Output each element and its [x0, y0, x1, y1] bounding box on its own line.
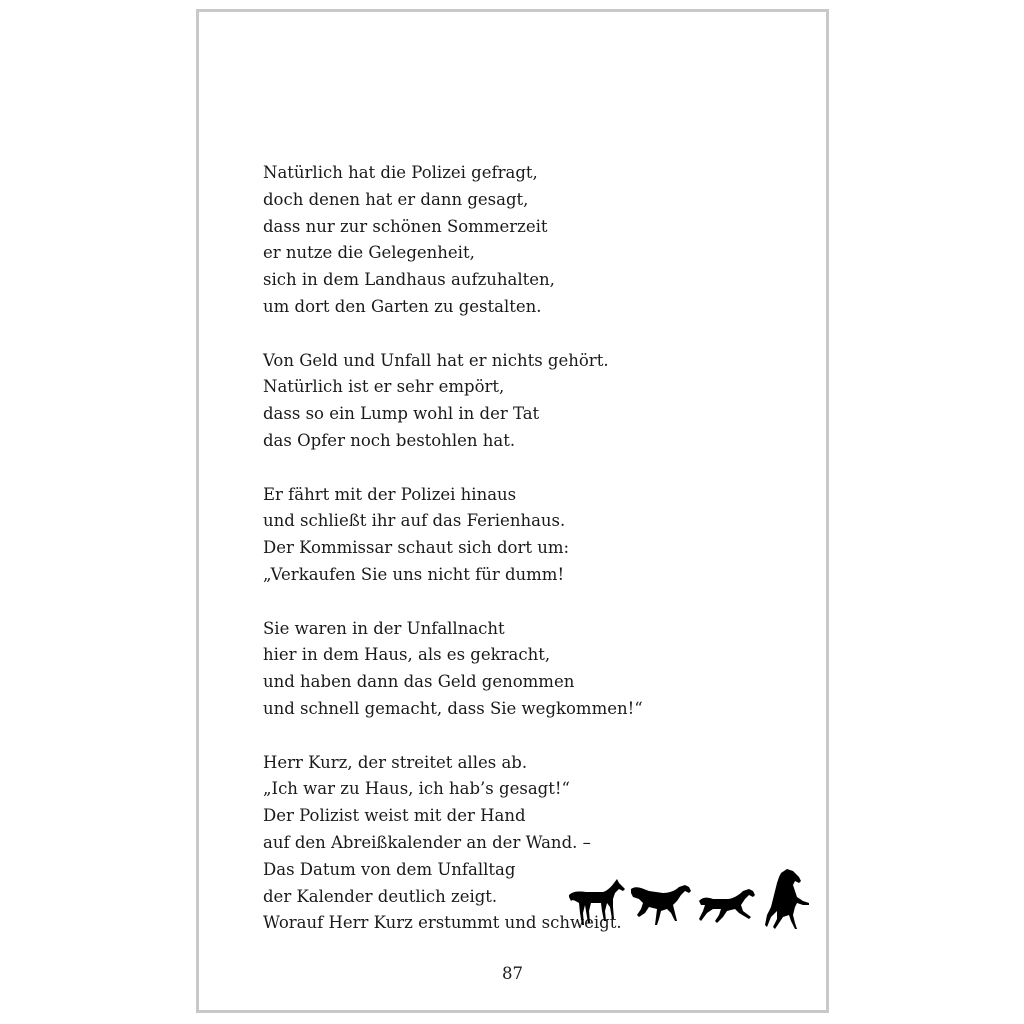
poem-line: Natürlich hat die Polizei gefragt,: [263, 163, 538, 182]
poem-line: um dort den Garten zu gestalten.: [263, 296, 542, 316]
poem-line: Sie waren in der Unfallnacht: [263, 618, 505, 638]
poem-line: sich in dem Landhaus aufzuhalten,: [263, 270, 555, 290]
poem-line: das Opfer noch bestohlen hat.: [263, 430, 516, 450]
horse-silhouettes-icon: [567, 867, 813, 931]
poem-line: Er fährt mit der Polizei hinaus: [263, 484, 517, 504]
poem-line: hier in dem Haus, als es gekracht,: [263, 645, 551, 665]
book-page: [196, 9, 829, 1013]
poem-line: Das Datum von dem Unfalltag: [263, 859, 516, 879]
poem-line: und schnell gemacht, dass Sie wegkommen!“: [263, 698, 643, 718]
galloping-horse-icon: [631, 885, 691, 925]
poem-line: auf den Abreißkalender an der Wand. –: [263, 832, 591, 852]
poem-text: [263, 160, 803, 937]
poem-line: Herr Kurz, der streitet alles ab.: [263, 752, 528, 772]
stanza-1: [263, 160, 803, 321]
poem-line: „Ich war zu Haus, ich hab’s gesagt!“: [263, 779, 570, 799]
poem-line: dass so ein Lump wohl in der Tat: [263, 404, 540, 424]
running-horse-icon: [699, 889, 755, 923]
poem-line: Der Kommissar schaut sich dort um:: [263, 538, 570, 558]
poem-line: „Verkaufen Sie uns nicht für dumm!: [263, 564, 565, 584]
poem-line: Von Geld und Unfall hat er nichts gehört.: [263, 350, 609, 370]
stanza-4: [263, 616, 803, 723]
standing-horse-icon: [569, 879, 625, 925]
poem-line: Natürlich ist er sehr empört,: [263, 377, 505, 397]
poem-line: Der Polizist weist mit der Hand: [263, 806, 526, 826]
page-number: 87: [502, 964, 523, 983]
poem-line: Worauf Herr Kurz erstummt und schweigt.: [263, 913, 622, 933]
poem-line: er nutze die Gelegenheit,: [263, 243, 475, 263]
poem-line: und schließt ihr auf das Ferienhaus.: [263, 511, 566, 531]
rearing-horse-icon: [765, 869, 809, 929]
poem-line: doch denen hat er dann gesagt,: [263, 189, 529, 209]
stanza-3: [263, 482, 803, 589]
poem-line: dass nur zur schönen Sommerzeit: [263, 216, 548, 236]
stanza-2: [263, 348, 803, 455]
poem-line: und haben dann das Geld genommen: [263, 672, 575, 692]
poem-line: der Kalender deutlich zeigt.: [263, 886, 498, 906]
